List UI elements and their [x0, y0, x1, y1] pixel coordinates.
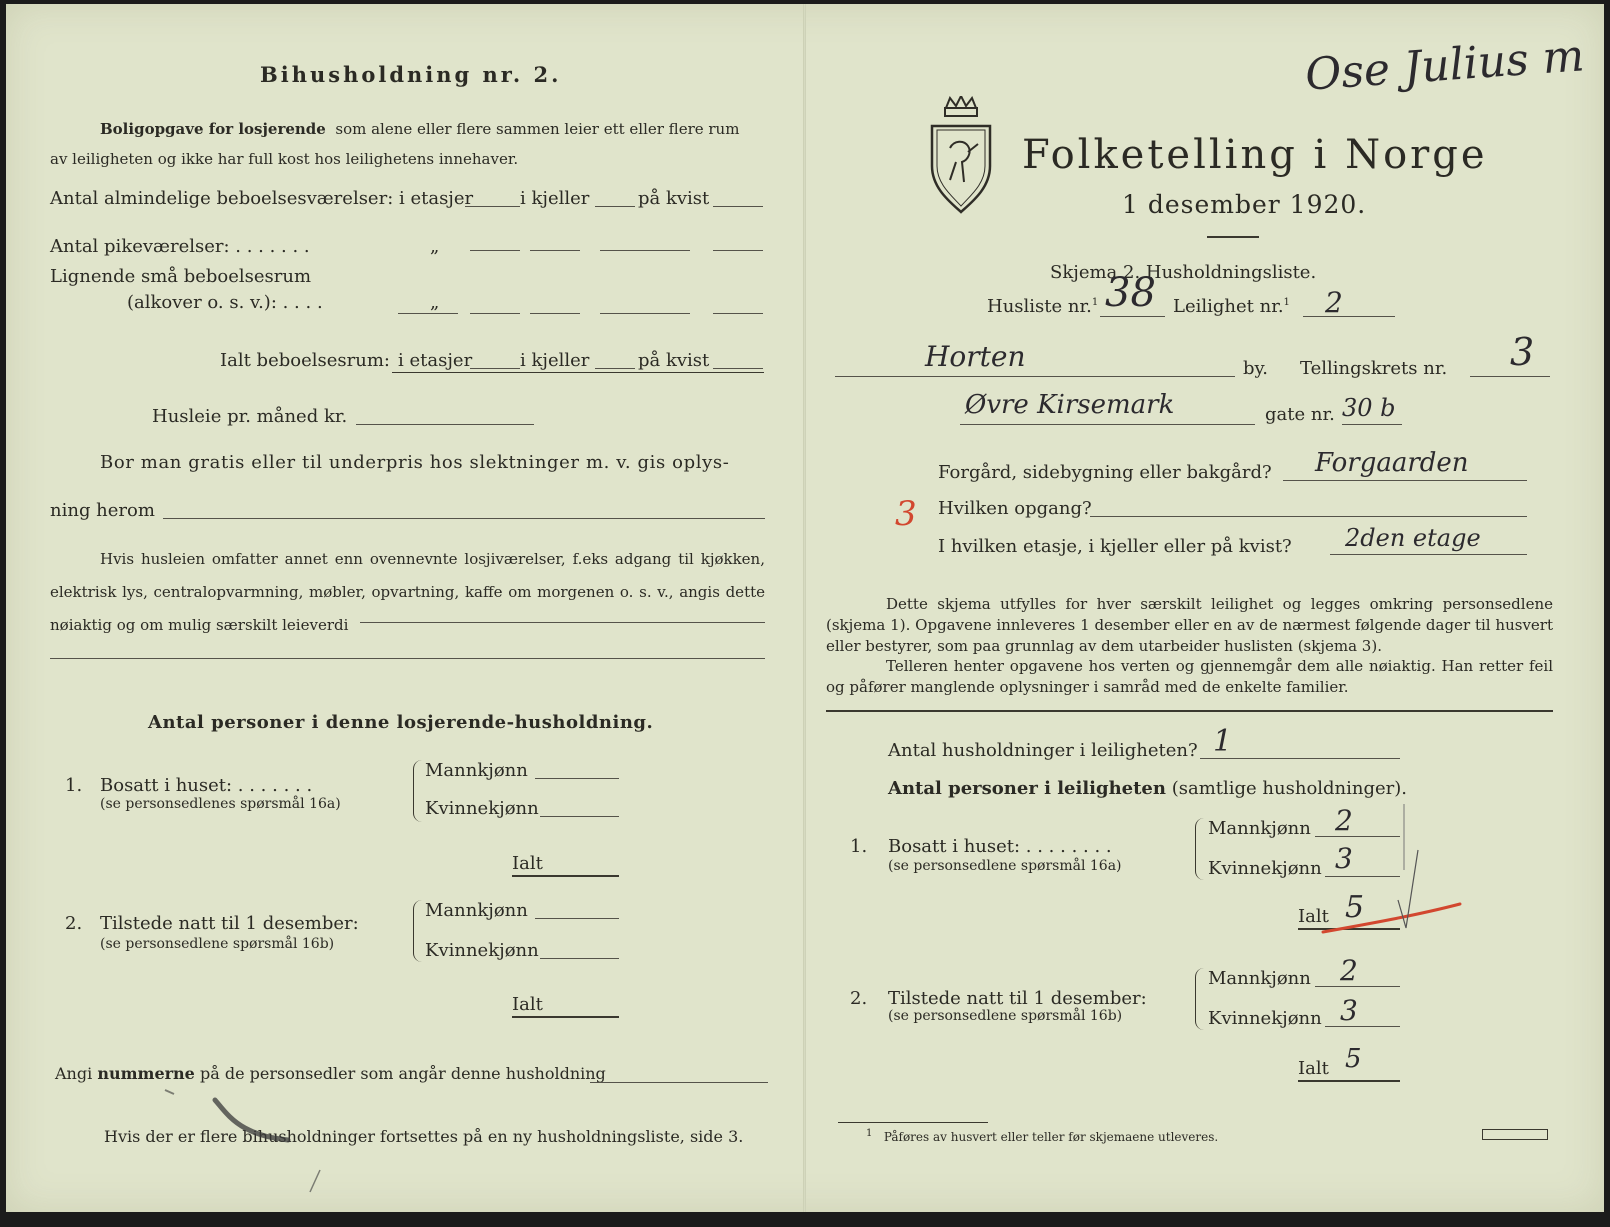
intro-line-1: [100, 120, 739, 138]
page-fold: [803, 4, 806, 1212]
small-rooms-label-2: (alkover o. s. v.): . . . .: [127, 292, 323, 313]
rooms-label: Antal almindelige beboelsesværelser: i etasjer: [50, 188, 474, 209]
small-rooms-pre: [398, 313, 458, 314]
maid-kjeller-field[interactable]: [530, 250, 580, 251]
opgang-label: Hvilken opgang?: [938, 498, 1092, 519]
city-value: Horten: [925, 340, 1026, 373]
left-q2-total-label: Ialt: [512, 994, 543, 1015]
right-q2-male-value: 2: [1340, 954, 1358, 987]
opgang-mark: 3: [895, 494, 917, 534]
maid-ditto-1: „: [430, 236, 440, 257]
right-q2-sub: (se personsedlene spørsmål 16b): [888, 1008, 1123, 1024]
free-label-2: ning herom: [50, 500, 155, 521]
right-q2-total-field[interactable]: [1298, 1080, 1400, 1082]
left-q2-male-field[interactable]: [535, 918, 619, 919]
total-etasjer-label: i etasjer: [398, 350, 473, 371]
forgard-field[interactable]: [1283, 480, 1527, 481]
left-q1-total-label: Ialt: [512, 853, 543, 874]
husliste-value: 38: [1105, 270, 1156, 316]
numbers-field[interactable]: [590, 1082, 768, 1083]
footnote-rule: [838, 1122, 988, 1123]
right-q2-label: Tilstede natt til 1 desember:: [888, 988, 1147, 1009]
households-value: 1: [1213, 724, 1233, 759]
right-q2-male-label: Mannkjønn: [1208, 968, 1311, 989]
right-q2-male-field[interactable]: [1315, 986, 1400, 987]
krets-field[interactable]: [1470, 376, 1550, 377]
left-q1-number: 1.: [65, 775, 83, 796]
forgard-value: Forgaarden: [1315, 448, 1469, 478]
etasje-label: I hvilken etasje, i kjeller eller på kvist?: [938, 536, 1292, 557]
right-q2-female-field[interactable]: [1325, 1026, 1400, 1027]
left-q2-total-field[interactable]: [512, 1016, 619, 1018]
gate-label: gate nr.: [1265, 404, 1335, 425]
right-q1-male-value: 2: [1335, 804, 1353, 837]
rooms-kvist-field[interactable]: [713, 206, 763, 207]
includes-field[interactable]: [360, 622, 765, 623]
left-q2-number: 2.: [65, 913, 83, 934]
coat-of-arms-icon: [928, 96, 994, 216]
left-q1-male-field[interactable]: [535, 778, 619, 779]
rent-label: Husleie pr. måned kr.: [152, 406, 348, 427]
right-q1-female-label: Kvinnekjønn: [1208, 858, 1322, 879]
right-q2-total-label: Ialt: [1298, 1058, 1329, 1079]
right-q2-total-value: 5: [1345, 1044, 1362, 1074]
husliste-label-text: Husliste nr.: [987, 296, 1092, 317]
right-persons-heading: [888, 778, 1407, 799]
total-rooms-label: Ialt beboelsesrum:: [220, 350, 390, 371]
instructions-2: Telleren henter opgavene hos verten og gjennemgår dem alle nøiaktig. Han retter feil og påfører manglende oplysninger i samråd med de enkelte familier.: [826, 657, 1553, 696]
right-persons-rest: (samtlige husholdninger).: [1171, 778, 1408, 799]
leilighet-value: 2: [1325, 286, 1343, 319]
schema-label: Skjema 2. Husholdningsliste.: [1050, 262, 1317, 283]
street-field[interactable]: [960, 424, 1255, 425]
leilighet-label-text: Leilighet nr.: [1173, 296, 1284, 317]
left-q2-label: Tilstede natt til 1 desember:: [100, 913, 359, 934]
krets-label: Tellingskrets nr.: [1300, 358, 1448, 379]
husliste-field[interactable]: [1100, 316, 1165, 317]
left-persons-heading: Antal personer i denne losjerende-husholdning.: [148, 712, 654, 733]
etasje-field[interactable]: [1330, 554, 1527, 555]
etasje-value: 2den etage: [1345, 524, 1481, 552]
footnote-text: Påføres av husvert eller teller før skjemaene utleveres.: [883, 1130, 1219, 1144]
total-kvist-label: på kvist: [638, 350, 710, 371]
gate-value: 30 b: [1342, 394, 1396, 422]
right-q1-total-label: Ialt: [1298, 906, 1329, 927]
right-q1-total-value: 5: [1345, 890, 1365, 925]
total-etasjer-field[interactable]: [470, 368, 520, 369]
left-q1-male-label: Mannkjønn: [425, 760, 528, 781]
includes-field-2[interactable]: [50, 658, 765, 659]
left-q1-female-field[interactable]: [540, 816, 619, 817]
maid-etasjer-field[interactable]: [470, 250, 520, 251]
intro-line-2: av leiligheten og ikke har full kost hos leilighetens innehaver.: [50, 150, 519, 168]
right-q1-label: Bosatt i huset: . . . . . . . .: [888, 836, 1112, 857]
by-label: by.: [1243, 358, 1269, 379]
more-households-note: Hvis der er flere bihusholdninger fortsettes på en ny husholdningsliste, side 3.: [104, 1127, 744, 1146]
footnote: [866, 1128, 1218, 1144]
gate-field[interactable]: [1342, 424, 1402, 425]
small-kjeller-field[interactable]: [530, 313, 580, 314]
rooms-kvist-label: på kvist: [638, 188, 710, 209]
form-date: 1 desember 1920.: [1122, 190, 1367, 219]
rooms-etasjer-field[interactable]: [465, 206, 520, 207]
form-title: Folketelling i Norge: [1022, 132, 1488, 178]
small-etasjer-field[interactable]: [470, 313, 520, 314]
numbers-bold: nummerne: [97, 1064, 195, 1083]
left-q2-sub: (se personsedlene spørsmål 16b): [100, 936, 335, 952]
maid-kvist-field[interactable]: [713, 250, 763, 251]
total-kjeller-label: i kjeller: [520, 350, 590, 371]
left-q1-brace: [413, 760, 422, 822]
numbers-pre: Angi: [55, 1064, 93, 1083]
right-q2-female-label: Kvinnekjønn: [1208, 1008, 1322, 1029]
free-field[interactable]: [163, 518, 765, 519]
right-q1-sub: (se personsedlene spørsmål 16a): [888, 858, 1122, 874]
opgang-field[interactable]: [1090, 516, 1527, 517]
right-q1-male-label: Mannkjønn: [1208, 818, 1311, 839]
small-kvist-field[interactable]: [713, 313, 763, 314]
husliste-label: [987, 296, 1098, 317]
maid-kvist-pre: [600, 250, 690, 251]
left-q1-total-field[interactable]: [512, 875, 619, 877]
right-persons-bold: Antal personer i leiligheten: [888, 778, 1166, 799]
title-divider: [1207, 236, 1259, 238]
red-check-mark: [1318, 800, 1468, 940]
right-q1-female-value: 3: [1335, 842, 1353, 875]
includes-text: Hvis husleien omfatter annet enn ovennevnte losjiværelser, f.eks adgang til kjøkken, elektrisk lys, centralopvarmning, møbler, opvartning, kaffe om morgenen o. s. v., angis dette nøiaktig og om mulig særskilt leieverdi: [50, 550, 765, 634]
numbers-post: på de personsedler som angår denne husholdning: [199, 1064, 606, 1083]
left-q1-label: Bosatt i huset: . . . . . . .: [100, 775, 313, 796]
intro-rest: som alene eller flere sammen leier ett eller flere rum: [335, 120, 740, 138]
leilighet-field[interactable]: [1303, 316, 1395, 317]
husliste-footmark: 1: [1091, 297, 1099, 308]
printer-stamp: [1482, 1129, 1548, 1140]
krets-value: 3: [1510, 330, 1535, 374]
right-q1-number: 1.: [850, 836, 868, 857]
left-q1-sub: (se personsedlenes spørsmål 16a): [100, 796, 341, 812]
free-label-1: Bor man gratis eller til underpris hos slektninger m. v. gis oplys-: [100, 452, 730, 473]
city-field[interactable]: [835, 376, 1235, 377]
total-rooms-underline: [392, 372, 764, 373]
right-q1-brace: [1195, 818, 1204, 880]
forgard-label: Forgård, sidebygning eller bakgård?: [938, 462, 1272, 483]
small-ditto-1: „: [430, 292, 440, 313]
footnote-mark: 1: [866, 1128, 873, 1139]
total-kjeller-field[interactable]: [595, 368, 635, 369]
left-q1-female-label: Kvinnekjønn: [425, 798, 539, 819]
ink-smudge: [160, 1080, 360, 1200]
right-q2-number: 2.: [850, 988, 868, 1009]
instructions-1: Dette skjema utfylles for hver særskilt leilighet og legges omkring personsedlene (skjema 1). Opgavene innleveres 1 desember eller en av de nærmest følgende dager til husvert eller bestyrer, som paa grunnlag av dem utarbeider huslisten (skjema 3).: [826, 595, 1553, 655]
right-q2-brace: [1195, 968, 1204, 1030]
section-divider: [826, 710, 1553, 712]
left-title: Bihusholdning nr. 2.: [260, 62, 562, 87]
leilighet-footmark: 1: [1283, 297, 1290, 308]
rooms-kjeller-field[interactable]: [595, 206, 635, 207]
intro-bold: Boligopgave for losjerende: [100, 120, 326, 138]
left-q2-male-label: Mannkjønn: [425, 900, 528, 921]
leilighet-label: [1173, 296, 1290, 317]
left-q2-brace: [413, 900, 422, 962]
left-q2-female-label: Kvinnekjønn: [425, 940, 539, 961]
households-field[interactable]: [1200, 758, 1400, 759]
rooms-kjeller-label: i kjeller: [520, 188, 590, 209]
maid-rooms-label: Antal pikeværelser: . . . . . . .: [50, 236, 310, 257]
rent-field[interactable]: [356, 424, 534, 425]
left-q2-female-field[interactable]: [540, 958, 619, 959]
small-rooms-label-1: Lignende små beboelsesrum: [50, 266, 312, 287]
total-kvist-field[interactable]: [713, 368, 763, 369]
small-kvist-pre: [600, 313, 690, 314]
households-label: Antal husholdninger i leiligheten?: [888, 740, 1198, 761]
street-value: Øvre Kirsemark: [965, 390, 1175, 420]
right-q2-female-value: 3: [1340, 994, 1358, 1027]
handwritten-name: Ose Julius m: [1303, 30, 1586, 101]
